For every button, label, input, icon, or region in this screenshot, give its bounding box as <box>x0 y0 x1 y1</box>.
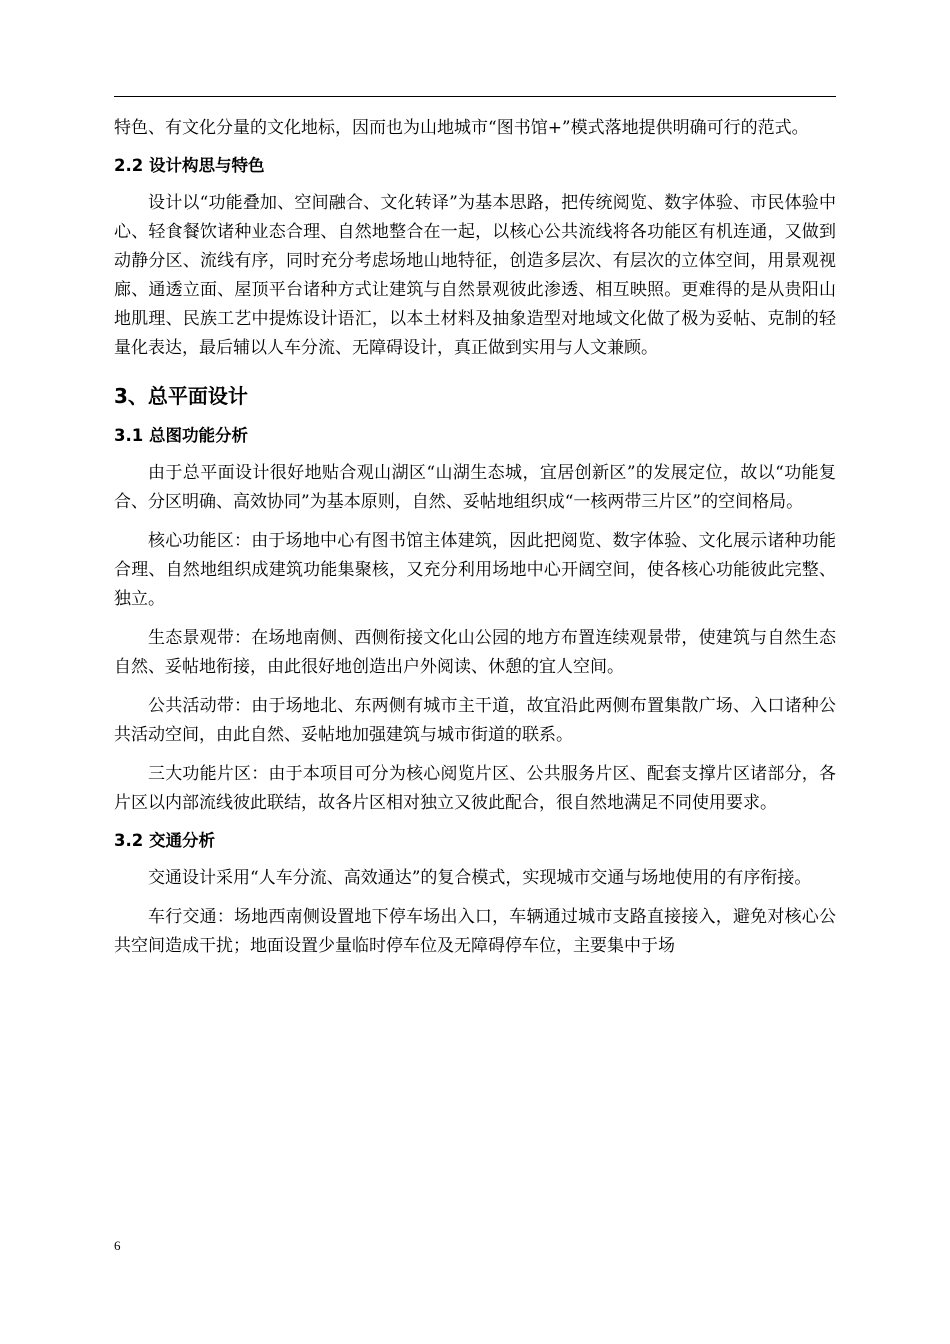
paragraph-vehicle-traffic: 车行交通：场地西南侧设置地下停车场出入口，车辆通过城市支路直接接入，避免对核心公共空间造成干扰；地面设置少量临时停车位及无障碍停车位，主要集中于场 <box>114 907 836 956</box>
section-heading-3-2: 3.2 交通分析 <box>114 831 215 850</box>
section-heading-3: 3、总平面设计 <box>114 384 248 408</box>
page-content <box>114 114 836 971</box>
page-number: 6 <box>114 1238 121 1253</box>
paragraph-core-function-zone: 核心功能区：由于场地中心有图书馆主体建筑，因此把阅览、数字体验、文化展示诸种功能合理、自然地组织成建筑功能集聚核，又充分利用场地中心开阔空间，使各核心功能彼此完整、独立。 <box>114 531 836 609</box>
section-heading-2-2: 2.2 设计构思与特色 <box>114 156 265 175</box>
header-rule <box>114 96 836 97</box>
section-heading-3-1: 3.1 总图功能分析 <box>114 426 248 445</box>
paragraph-continuation: 特色、有文化分量的文化地标，因而也为山地城市“图书馆+”模式落地提供明确可行的范式。 <box>114 118 809 138</box>
paragraph-public-activity-belt: 公共活动带：由于场地北、东两侧有城市主干道，故宜沿此两侧布置集散广场、入口诸种公共活动空间，由此自然、妥帖地加强建筑与城市街道的联系。 <box>114 696 836 745</box>
paragraph-traffic-intro: 交通设计采用“人车分流、高效通达”的复合模式，实现城市交通与场地使用的有序衔接。 <box>148 868 812 888</box>
paragraph-site-function-intro: 由于总平面设计很好地贴合观山湖区“山湖生态城，宜居创新区”的发展定位，故以“功能复合、分区明确、高效协同”为基本原则，自然、妥帖地组织成“一核两带三片区”的空间格局。 <box>114 463 836 512</box>
paragraph-three-function-zones: 三大功能片区：由于本项目可分为核心阅览片区、公共服务片区、配套支撑片区诸部分，各片区以内部流线彼此联结，故各片区相对独立又彼此配合，很自然地满足不同使用要求。 <box>114 764 836 813</box>
paragraph-ecological-landscape-belt: 生态景观带：在场地南侧、西侧衔接文化山公园的地方布置连续观景带，使建筑与自然生态自然、妥帖地衔接，由此很好地创造出户外阅读、休憩的宜人空间。 <box>114 628 836 677</box>
paragraph-design-concept: 设计以“功能叠加、空间融合、文化转译”为基本思路，把传统阅览、数字体验、市民体验中心、轻食餐饮诸种业态合理、自然地整合在一起，以核心公共流线将各功能区有机连通，又做到动静分区、流线有序，同时充分考虑场地山地特征，创造多层次、有层次的立体空间，用景观视廊、通透立面、屋顶平台诸种方式让建筑与自然景观彼此渗透、相互映照。更难得的是从贵阳山地肌理、民族工艺中提炼设计语汇，以本土材料及抽象造型对地域文化做了极为妥帖、克制的轻量化表达，最后辅以人车分流、无障碍设计，真正做到实用与人文兼顾。 <box>114 193 836 358</box>
